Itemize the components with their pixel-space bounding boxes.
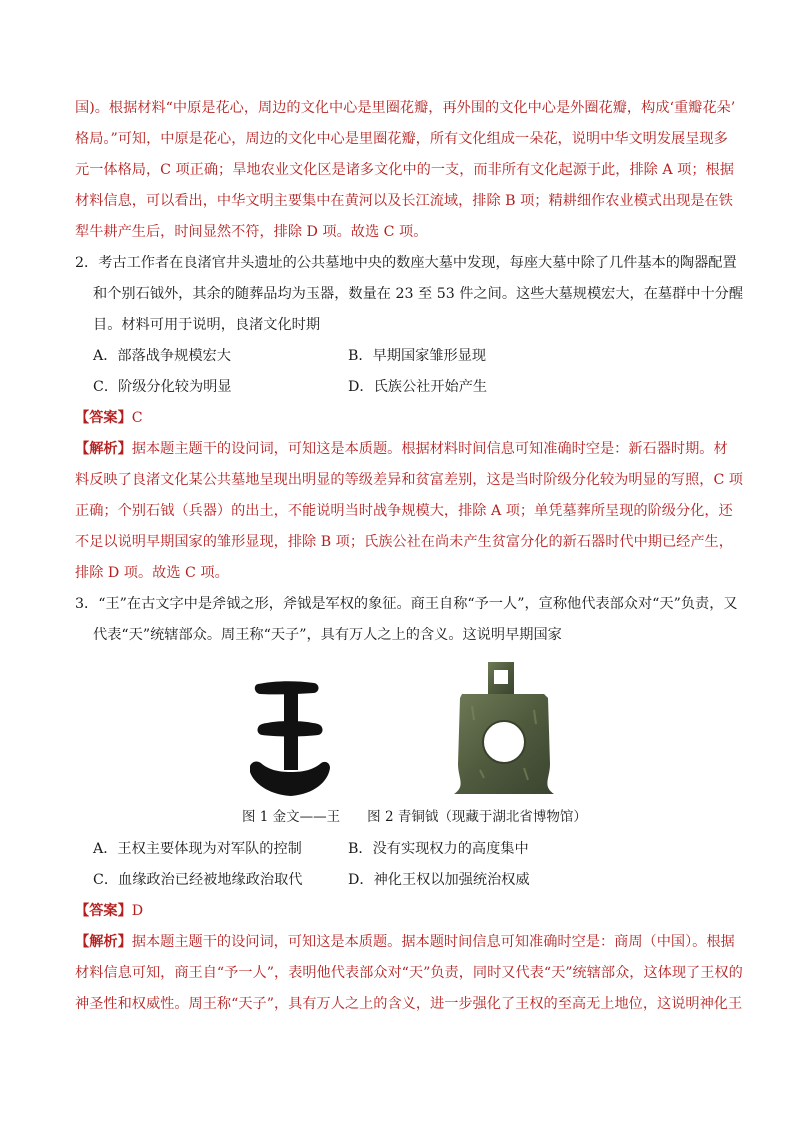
question-3-option-b: B．没有实现权力的高度集中: [348, 841, 529, 857]
question-2-stem-line-3: 目。材料可用于说明，良渚文化时期: [93, 317, 321, 333]
analysis-1-line-5: 犁牛耕产生后，时间显然不符，排除 D 项。故选 C 项。: [75, 224, 428, 240]
question-2-stem-line-2: 和个别石钺外，其余的随葬品均为玉器，数量在 23 至 53 件之间。这些大墓规模宏大，在墓群中十分醒: [93, 286, 744, 302]
analysis-1-line-3: 元一体格局，C 项正确；旱地农业文化区是诸多文化中的一支，而非所有文化起源于此，排除 A 项；根据: [75, 162, 734, 178]
answer-value: C: [131, 410, 143, 426]
question-2-option-a: A．部落战争规模宏大: [93, 348, 231, 364]
question-3-stem-line-2: 代表“天”统辖部众。周王称“天子”，具有万人之上的含义。这说明早期国家: [93, 627, 562, 643]
bronze-yue-axe-image: [450, 660, 558, 796]
analysis-1-line-2: 格局。”可知，中原是花心，周边的文化中心是里圈花瓣，所有文化组成一朵花，说明中华文明发展呈现多: [75, 131, 728, 147]
question-3-stem-line-1: 3．“王”在古文字中是斧钺之形，斧钺是军权的象征。商王自称“予一人”，宣称他代表部众对“天”负责，又: [75, 596, 738, 612]
question-2-analysis-line-3: 正确；个别石钺（兵器）的出土，不能说明当时战争规模大，排除 A 项；单凭墓葬所呈现的阶级分化，还: [75, 503, 733, 519]
question-3-option-c: C．血缘政治已经被地缘政治取代: [93, 872, 303, 888]
figure-caption: 图 1 金文——王 图 2 青铜钺（现藏于湖北省博物馆）: [242, 809, 587, 825]
question-2-analysis-line-2: 料反映了良渚文化某公共墓地呈现出明显的等级差异和贫富差别，这是当时阶级分化较为明显的写照，C 项: [75, 472, 743, 488]
question-2-analysis-line-4: 不足以说明早期国家的雏形显现，排除 B 项；氏族公社在尚未产生贫富分化的新石器时代中期已经产生，: [75, 534, 733, 550]
answer-value: D: [131, 903, 144, 919]
answer-label: 【答案】: [75, 410, 132, 426]
analysis-label: 【解析】: [75, 441, 132, 457]
question-3-answer: [75, 901, 143, 921]
question-3-analysis-line-2: 材料信息可知，商王自“予一人”，表明他代表部众对“天”负责，同时又代表“天”统辖部众，这体现了王权的: [75, 965, 743, 981]
question-2-stem-line-1: 2．考古工作者在良渚官井头遗址的公共墓地中央的数座大墓中发现，每座大墓中除了几件基本的陶器配置: [75, 255, 737, 271]
analysis-1-line-4: 材料信息，可以看出，中华文明主要集中在黄河以及长江流域，排除 B 项；精耕细作农业模式出现是在铁: [75, 193, 733, 209]
analysis-1-line-1: 国)。根据材料“中原是花心，周边的文化中心是里圈花瓣，再外围的文化中心是外圈花瓣，构成‘重瓣花朵’: [75, 100, 736, 116]
question-3-analysis-line-3: 神圣性和权威性。周王称“天子”，具有万人之上的含义，进一步强化了王权的至高无上地位，这说明神化王: [75, 996, 743, 1012]
question-2-option-b: B．早期国家雏形显现: [348, 348, 487, 364]
question-2-option-c: C．阶级分化较为明显: [93, 379, 232, 395]
bronze-script-wang-glyph: [248, 678, 332, 804]
analysis-label: 【解析】: [75, 934, 132, 950]
question-2-analysis-line-1: [75, 439, 728, 459]
question-3-analysis-line-1: [75, 932, 735, 952]
analysis-text: 据本题主题干的设问词，可知这是本质题。据本题时间信息可知准确时空是：商周（中国）。根据: [131, 934, 735, 950]
analysis-text: 据本题主题干的设问词，可知这是本质题。根据材料时间信息可知准确时空是：新石器时期。材: [131, 441, 728, 457]
answer-label: 【答案】: [75, 903, 132, 919]
question-2-analysis-line-5: 排除 D 项。故选 C 项。: [75, 565, 229, 581]
question-3-option-d: D．神化王权以加强统治权威: [348, 872, 530, 888]
question-2-option-d: D．氏族公社开始产生: [348, 379, 488, 395]
question-2-answer: [75, 408, 143, 428]
question-3-option-a: A．王权主要体现为对军队的控制: [93, 841, 302, 857]
